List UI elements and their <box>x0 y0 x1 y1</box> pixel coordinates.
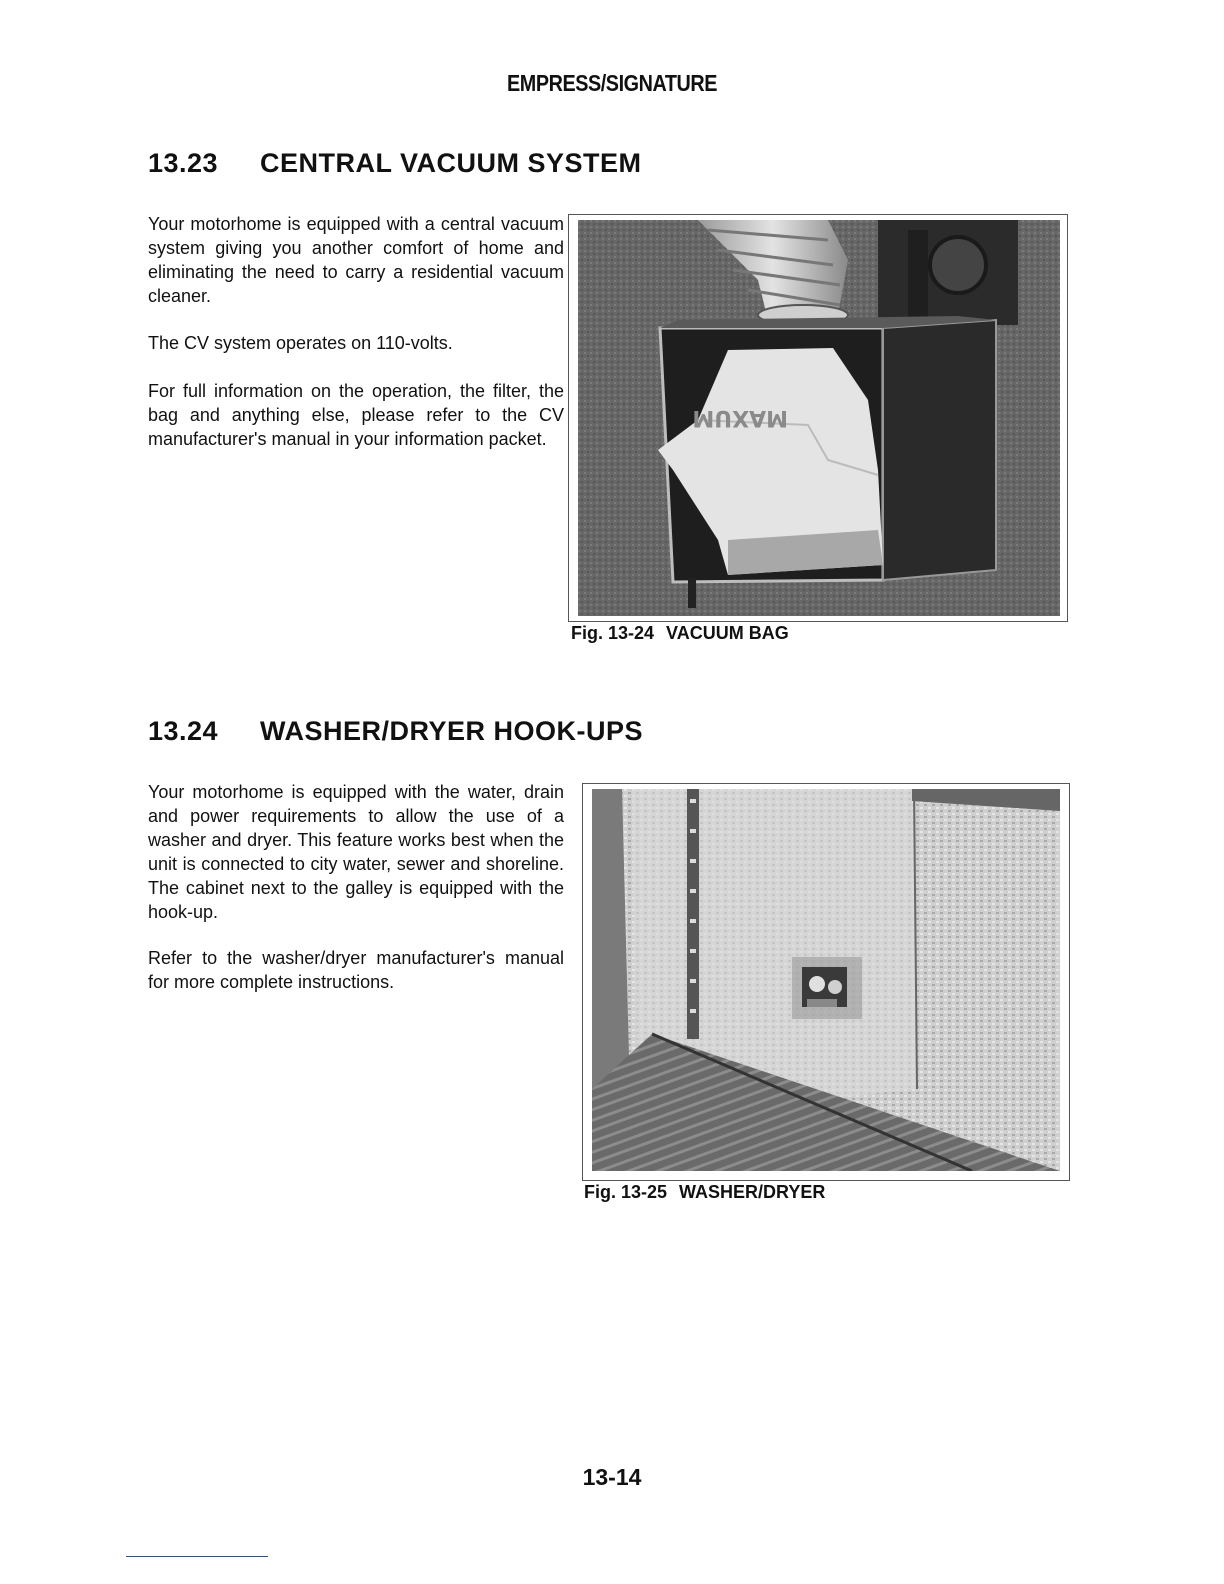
washer-dryer-photo <box>592 789 1060 1171</box>
figure-label: Fig. 13-24 <box>571 623 655 643</box>
section-heading-washer-dryer <box>148 716 643 747</box>
figure-caption-vacuum <box>571 623 789 644</box>
section-title: CENTRAL VACUUM SYSTEM <box>260 148 642 178</box>
body-paragraph: For full information on the operation, the filter, the bag and anything else, please refer to the CV manufacturer's manual in your information packet. <box>148 381 564 449</box>
section-heading-central-vacuum <box>148 148 642 179</box>
section-number: 13.24 <box>148 716 219 746</box>
running-header: EMPRESS/SIGNATURE <box>507 70 717 96</box>
section-number: 13.23 <box>148 148 219 178</box>
bag-brand-text: MAXUM <box>692 405 788 430</box>
body-paragraph: The CV system operates on 110-volts. <box>148 333 453 353</box>
figure-caption-text: WASHER/DRYER <box>679 1182 826 1202</box>
figure-caption-washer-dryer <box>584 1182 825 1203</box>
body-paragraph: Your motorhome is equipped with a central vacuum system giving you another comfort of home and eliminating the need to carry a residential vacuum cleaner. <box>148 214 564 306</box>
body-paragraph: Refer to the washer/dryer manufacturer's manual for more complete instructions. <box>148 948 564 992</box>
figure-label: Fig. 13-25 <box>584 1182 668 1202</box>
vacuum-bag-photo <box>578 220 1060 616</box>
body-paragraph: Your motorhome is equipped with the water, drain and power requirements to allow the use of a washer and dryer. This feature works best when the unit is connected to city water, sewer and shoreline. The cabinet next to the galley is equipped with the hook-up. <box>148 782 564 922</box>
figure-caption-text: VACUUM BAG <box>666 623 789 643</box>
section-title: WASHER/DRYER HOOK-UPS <box>260 716 644 746</box>
page-number: 13-14 <box>582 1464 642 1490</box>
footer-rule <box>126 1556 268 1557</box>
